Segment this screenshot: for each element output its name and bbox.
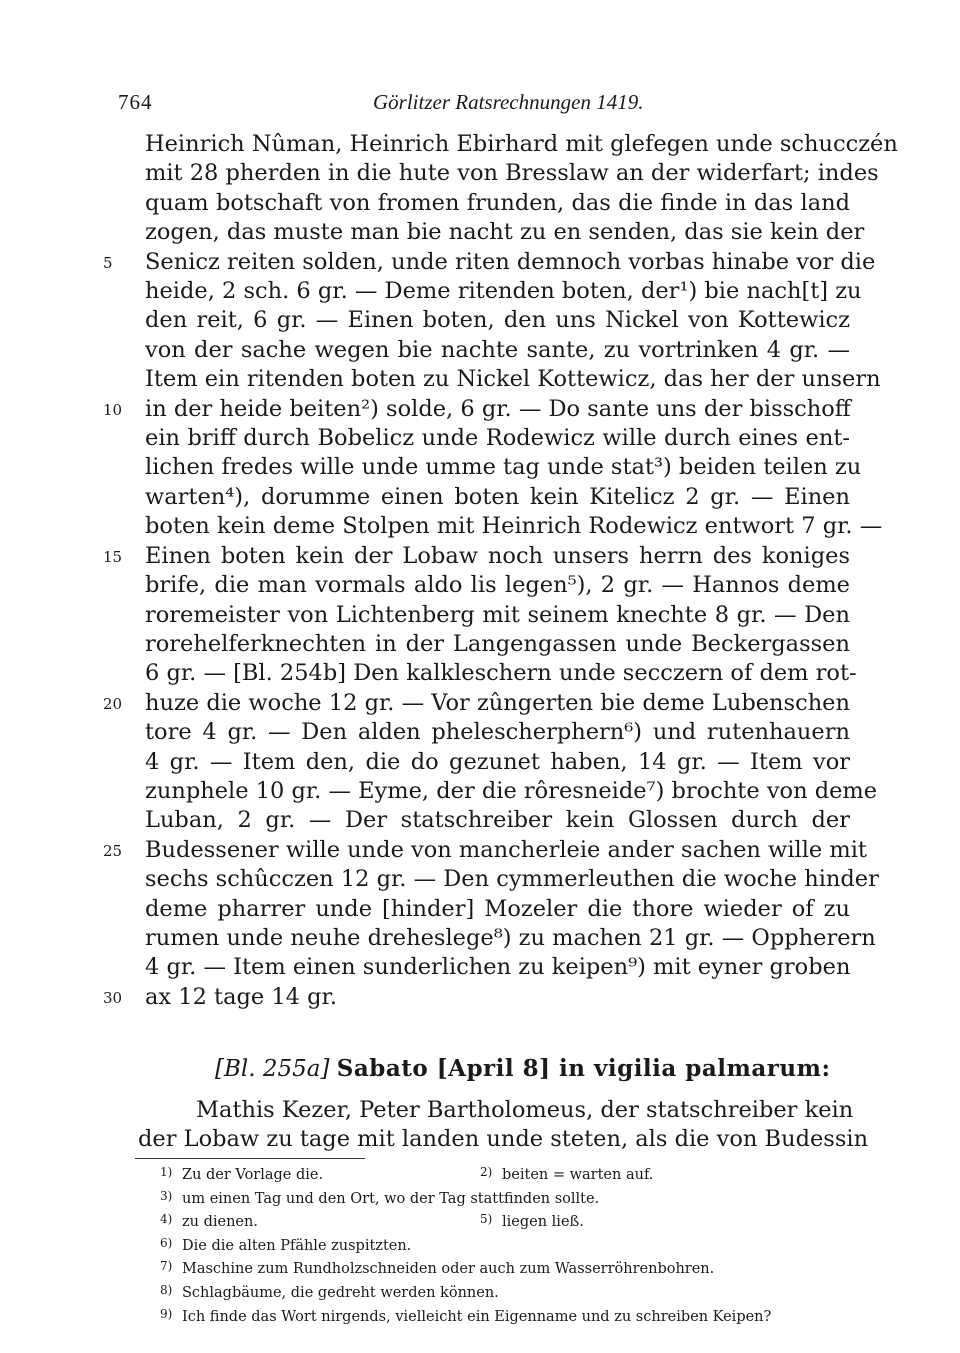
text-line bbox=[145, 895, 850, 924]
footnote bbox=[160, 1304, 850, 1328]
line-number: 5 bbox=[103, 253, 113, 272]
line-text: rumen unde neuhe dreheslege⁸) zu machen 21 gr. — Oppherern bbox=[145, 924, 876, 951]
footnote-marker: 3) bbox=[160, 1188, 173, 1203]
line-text: sechs schûcczen 12 gr. — Den cymmerleuthen die woche hinder bbox=[145, 866, 879, 893]
footnote-text: Die die alten Pfähle zuspitzten. bbox=[182, 1237, 412, 1254]
text-line bbox=[145, 601, 850, 630]
footnote-text: Ich finde das Wort nirgends, vielleicht ein Eigenname und zu schreiben Keipen? bbox=[182, 1308, 772, 1325]
text-line bbox=[138, 1125, 869, 1154]
line-text: huze die woche 12 gr. — Vor zûngerten bie deme Lubenschen bbox=[145, 689, 850, 716]
line-text: Einen boten kein der Lobaw noch unsers herrn des koniges bbox=[145, 542, 850, 569]
line-text: Mathis Kezer, Peter Bartholomeus, der statschreiber kein bbox=[196, 1097, 854, 1123]
footnote-marker: 1) bbox=[160, 1165, 173, 1179]
line-text: zogen, das muste man bie nacht zu en senden, das sie kein der bbox=[145, 219, 865, 246]
footnote bbox=[160, 1209, 850, 1233]
footnote bbox=[160, 1233, 850, 1257]
text-line bbox=[103, 983, 850, 1012]
footnotes bbox=[160, 1162, 850, 1327]
running-title: Görlitzer Ratsrechnungen 1419. bbox=[373, 90, 644, 114]
footnote bbox=[160, 1186, 850, 1210]
text-line bbox=[103, 248, 876, 277]
footnote-text: zu dienen. bbox=[182, 1214, 258, 1231]
footnote-text: Maschine zum Rundholzschneiden oder auch zum Wasserröhrenbohren. bbox=[182, 1261, 715, 1278]
footnote-marker: 7) bbox=[160, 1259, 173, 1274]
footnote-marker: 4) bbox=[160, 1212, 173, 1227]
text-line bbox=[103, 836, 867, 865]
line-text: 6 gr. — [Bl. 254b] Den kalkleschern unde secczern of dem rot- bbox=[145, 660, 857, 687]
second-paragraph bbox=[138, 1096, 869, 1155]
text-line bbox=[145, 806, 850, 835]
line-text: der Lobaw zu tage mit landen unde steten, als die von Budessin bbox=[138, 1126, 869, 1153]
main-paragraph bbox=[103, 130, 898, 1012]
line-text: Heinrich Nûman, Heinrich Ebirhard mit glefegen unde schucczén bbox=[145, 131, 898, 157]
line-text: 4 gr. — Item den, die do gezunet haben, 14 gr. — Item vor bbox=[145, 748, 850, 775]
text-line bbox=[138, 1096, 854, 1125]
page-number: 764 bbox=[118, 90, 153, 114]
line-text: lichen fredes wille unde umme tag unde stat³) beiden teilen zu bbox=[145, 454, 862, 481]
line-text: Budessener wille unde von mancherleie ander sachen wille mit bbox=[145, 836, 867, 863]
line-text: ein briff durch Bobelicz unde Rodewicz wille durch eines ent- bbox=[145, 425, 850, 452]
text-line bbox=[145, 865, 879, 894]
line-text: warten⁴), dorumme einen boten kein Kitelicz 2 gr. — Einen bbox=[145, 483, 850, 510]
line-text: quam botschaft von fromen frunden, das die finde in das land bbox=[145, 189, 850, 216]
line-text: 4 gr. — Item einen sunderlichen zu keipen⁹) mit eyner groben bbox=[145, 954, 851, 981]
footnote-second bbox=[480, 1209, 584, 1233]
text-line bbox=[145, 777, 878, 806]
page-header bbox=[118, 90, 768, 120]
text-line bbox=[145, 306, 850, 335]
footnote-text: beiten = warten auf. bbox=[502, 1167, 654, 1183]
text-line bbox=[145, 130, 898, 159]
text-line bbox=[145, 159, 879, 188]
text-line bbox=[145, 718, 850, 747]
text-line bbox=[145, 483, 850, 512]
line-text: Senicz reiten solden, unde riten demnoch vorbas hinabe vor die bbox=[145, 248, 876, 275]
line-text: ax 12 tage 14 gr. bbox=[145, 983, 337, 1010]
footnote-text: Zu der Vorlage die. bbox=[182, 1167, 324, 1183]
footnote bbox=[160, 1162, 850, 1186]
line-text: boten kein deme Stolpen mit Heinrich Rodewicz entwort 7 gr. — bbox=[145, 513, 883, 540]
text-line bbox=[145, 424, 850, 453]
text-line bbox=[103, 542, 850, 571]
line-text: Item ein ritenden boten zu Nickel Kottewicz, das her der unsern bbox=[145, 366, 881, 393]
footnote-marker: 5) bbox=[480, 1212, 493, 1227]
text-line bbox=[145, 365, 881, 394]
line-text: den reit, 6 gr. — Einen boten, den uns Nickel von Kottewicz bbox=[145, 307, 850, 334]
line-text: Luban, 2 gr. — Der statschreiber kein Glossen durch der bbox=[145, 807, 850, 834]
line-text: deme pharrer unde [hinder] Mozeler die thore wieder of zu bbox=[145, 895, 850, 922]
line-text: von der sache wegen bie nachte sante, zu vortrinken 4 gr. — bbox=[145, 336, 850, 363]
line-text: heide, 2 sch. 6 gr. — Deme ritenden boten, der¹) bie nach[t] zu bbox=[145, 278, 862, 305]
footnote-second bbox=[480, 1162, 653, 1186]
footnote-divider bbox=[135, 1158, 365, 1159]
footnote-marker: 6) bbox=[160, 1235, 173, 1250]
text-line bbox=[145, 748, 850, 777]
section-heading bbox=[215, 1055, 830, 1082]
text-line bbox=[145, 924, 876, 953]
footnote-text: liegen ließ. bbox=[502, 1214, 584, 1231]
line-text: zunphele 10 gr. — Eyme, der die rôresneide⁷) brochte von deme bbox=[145, 777, 878, 804]
text-line bbox=[103, 689, 850, 718]
text-line bbox=[145, 336, 850, 365]
text-line bbox=[145, 453, 862, 482]
line-number: 25 bbox=[103, 841, 123, 860]
text-line bbox=[103, 395, 851, 424]
footnote-text: Schlagbäume, die gedreht werden können. bbox=[182, 1284, 499, 1301]
line-text: mit 28 pherden in die hute von Bresslaw an der widerfart; indes bbox=[145, 160, 879, 187]
text-line bbox=[145, 571, 850, 600]
footnote-marker: 9) bbox=[160, 1306, 173, 1321]
line-text: tore 4 gr. — Den alden phelescherphern⁶) und rutenhauern bbox=[145, 719, 850, 746]
line-text: brife, die man vormals aldo lis legen⁵), 2 gr. — Hannos deme bbox=[145, 572, 850, 599]
line-number: 20 bbox=[103, 694, 123, 713]
section-folio-reference: [Bl. 255a] bbox=[215, 1056, 330, 1082]
text-line bbox=[145, 953, 850, 982]
footnote bbox=[160, 1256, 850, 1280]
line-text: rorehelferknechten in der Langengassen unde Beckergassen bbox=[145, 630, 850, 657]
line-text: roremeister von Lichtenberg mit seinem knechte 8 gr. — Den bbox=[145, 601, 850, 628]
footnote-marker: 2) bbox=[480, 1165, 493, 1179]
line-text: in der heide beiten²) solde, 6 gr. — Do sante uns der bisschoff bbox=[145, 395, 851, 422]
text-line bbox=[145, 659, 857, 688]
footnote bbox=[160, 1280, 850, 1304]
section-title: Sabato [April 8] in vigilia palmarum: bbox=[336, 1055, 831, 1082]
line-number: 15 bbox=[103, 547, 123, 566]
text-line bbox=[145, 630, 850, 659]
text-line bbox=[145, 277, 862, 306]
footnote-marker: 8) bbox=[160, 1282, 173, 1297]
line-number: 10 bbox=[103, 400, 123, 419]
footnote-text: um einen Tag und den Ort, wo der Tag stattfinden sollte. bbox=[182, 1190, 600, 1207]
text-line bbox=[145, 189, 850, 218]
text-line bbox=[145, 218, 865, 247]
line-number: 30 bbox=[103, 988, 123, 1007]
text-line bbox=[145, 512, 883, 541]
